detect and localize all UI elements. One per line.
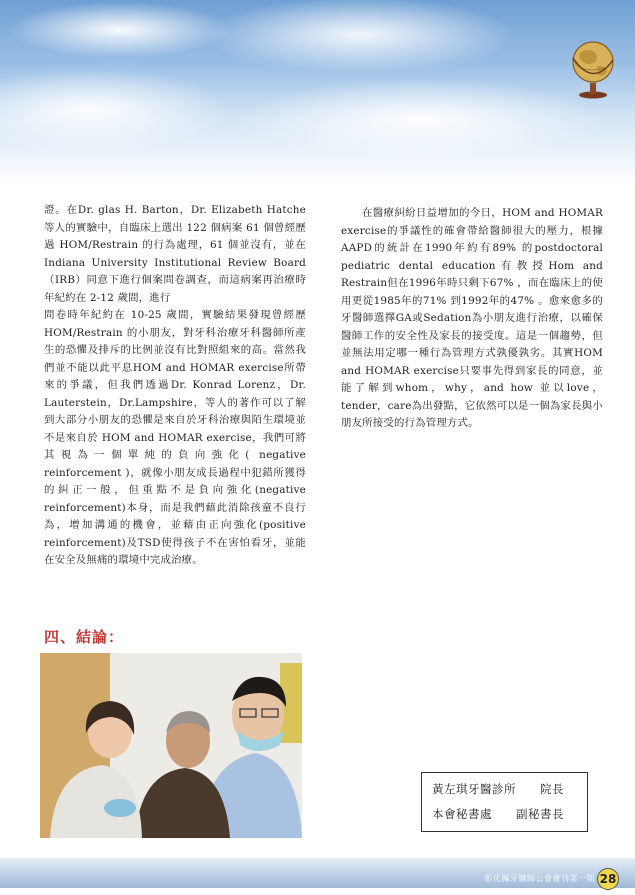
footer-journal-title: 彰化縣牙醫師公會會刊第一期 xyxy=(484,874,595,883)
globe-icon xyxy=(569,38,617,100)
left-paragraph-1: 證。在Dr. glas H. Barton，Dr. Elizabeth Hatche 等人的實驗中，自臨床上選出 122 個病案 61 個曾經歷過 HOM/Restrain 的行為處理，61 個並沒有，並在 Indiana University Institutional Review Board（IRB）同意下進行個案問卷調查，而這病案再治療時年紀約在 2-12 歲間，進行 xyxy=(44,204,306,304)
photo-illustration xyxy=(40,653,302,838)
signature-line-clinic: 黃左琪牙醫診所 院長 xyxy=(432,782,564,796)
left-text-column xyxy=(44,202,306,570)
sky-header-banner xyxy=(0,0,635,185)
right-paragraph: 在醫療糾紛日益增加的今日，HOM and HOMAR exercise的爭議性的確會帶給醫師很大的壓力，根據AAPD的統計在1990年約有89% 的postdoctoral pediatric dental education有教授Hom and Restrain但在1996年時只剩下67% ，而在臨床上的使用更從1985年的71% 到1992年的47% 。愈來愈多的牙醫師選擇GA或Sedation為小朋友進行治療，以確保醫師工作的安全性及家長的接受度。這是一個趨勢，但並無法用定哪一種行為管理方式孰優孰劣。其實HOM and HOMAR exercise只要事先得到家長的同意，並能了解到whom，why，and how 並以love，tender，care為出發點，它依然可以是一個為家長與小朋友所接受的行為管理方式。 xyxy=(341,207,603,429)
signature-line-association: 本會秘書處 副秘書長 xyxy=(432,807,564,821)
conclusion-heading: 四、結論： xyxy=(44,628,125,646)
left-paragraph-2: 問卷時年紀約在 10-25 歲間，實驗結果發現曾經歷HOM/Restrain 的小朋友，對牙科治療牙科醫師所產生的恐懼及排斥的比例並沒有比對照組來的高。當然我們並不能以此平息HOM and HOMAR exercise所帶來的爭議，但我們透過Dr. Konrad Lorenz，Dr. Lauterstein，Dr.Lampshire，等人的著作可以了解到大部分小朋友的恐懼是來自於牙科治療與陌生環境並不是來自於 HOM and HOMAR exercise，我們可將其視為一個單純的負向強化( negative reinforcement )，就像小朋友成長過程中犯錯所獲得的糾正一般，但重點不是負向強化(negative reinforcement)本身，而是我們藉此消除孩童不良行為，增加溝通的機會，並藉由正向強化(positive reinforcement)及TSD使得孩子不在害怕看牙，並能在安全及無痛的環境中完成治療。 xyxy=(44,309,306,566)
author-signature-box xyxy=(421,772,588,832)
right-text-column xyxy=(341,205,603,433)
page-number-badge: 28 xyxy=(597,868,619,890)
group-photo xyxy=(40,653,302,838)
